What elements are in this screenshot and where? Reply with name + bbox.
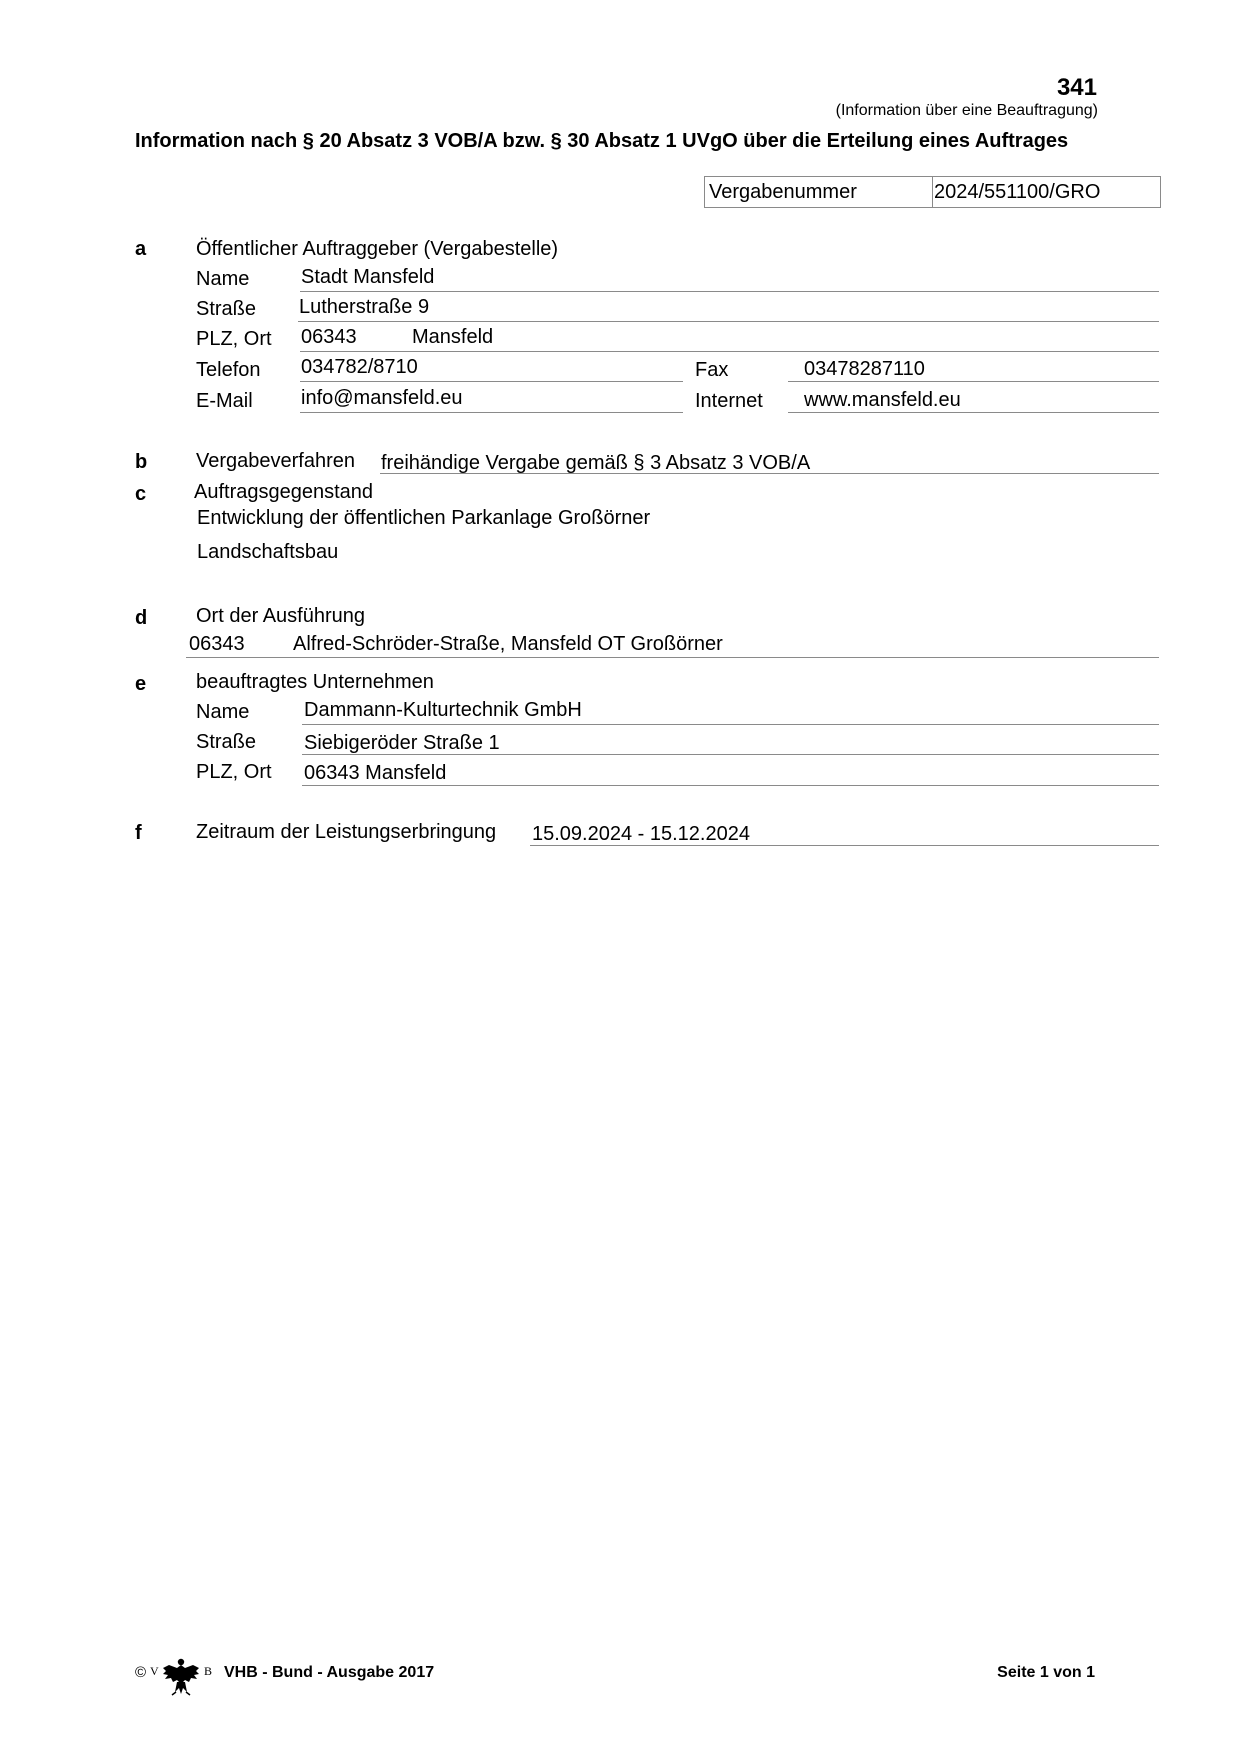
vergabe-divider bbox=[932, 176, 933, 208]
procedure-label: Vergabeverfahren bbox=[196, 450, 356, 472]
client-phone-label: Telefon bbox=[196, 359, 261, 381]
client-plz-underline bbox=[300, 351, 1159, 352]
section-a-heading: Öffentlicher Auftraggeber (Vergabestelle) bbox=[196, 238, 559, 260]
form-subtitle: (Information über eine Beauftragung) bbox=[835, 102, 1098, 119]
vergabe-label: Vergabenummer bbox=[709, 181, 857, 203]
contractor-street-underline bbox=[302, 754, 1159, 755]
client-phone-underline bbox=[300, 381, 683, 382]
subject-label: Auftragsgegenstand bbox=[194, 481, 374, 503]
document-title: Information nach § 20 Absatz 3 VOB/A bzw. § 30 Absatz 1 UVgO über die Erteilung eines Auftrages bbox=[135, 130, 1069, 152]
section-c-letter: c bbox=[135, 483, 147, 505]
section-e-letter: e bbox=[135, 673, 147, 695]
client-internet-underline bbox=[788, 412, 1159, 413]
logo-letter-right: B bbox=[204, 1664, 213, 1678]
section-b-letter: b bbox=[135, 451, 148, 473]
client-fax-underline bbox=[788, 381, 1159, 382]
location-underline bbox=[186, 657, 1159, 658]
period-underline bbox=[530, 845, 1159, 846]
vergabe-value[interactable]: 2024/551100/GRO bbox=[934, 181, 1101, 203]
client-name-value[interactable]: Stadt Mansfeld bbox=[301, 266, 435, 288]
client-internet-value[interactable]: www.mansfeld.eu bbox=[804, 389, 961, 411]
contractor-plz-underline bbox=[302, 785, 1159, 786]
client-name-underline bbox=[300, 291, 1159, 292]
subject-line-2[interactable]: Landschaftsbau bbox=[197, 541, 339, 563]
client-fax-label: Fax bbox=[695, 359, 729, 381]
contractor-plz-value[interactable]: 06343 Mansfeld bbox=[304, 762, 447, 784]
location-address[interactable]: Alfred-Schröder-Straße, Mansfeld OT Großörner bbox=[293, 633, 723, 655]
client-email-underline bbox=[300, 412, 683, 413]
client-plz-label: PLZ, Ort bbox=[196, 328, 272, 350]
client-internet-label: Internet bbox=[695, 390, 763, 412]
contractor-plz-label: PLZ, Ort bbox=[196, 761, 272, 783]
contractor-street-label: Straße bbox=[196, 731, 257, 753]
client-email-label: E-Mail bbox=[196, 390, 253, 412]
contractor-name-label: Name bbox=[196, 701, 250, 723]
contractor-name-value[interactable]: Dammann-Kulturtechnik GmbH bbox=[304, 699, 582, 721]
section-a-letter: a bbox=[135, 238, 147, 260]
client-email-value[interactable]: info@mansfeld.eu bbox=[301, 387, 463, 409]
client-name-label: Name bbox=[196, 268, 250, 290]
copyright-symbol: © bbox=[135, 1664, 147, 1681]
client-street-underline bbox=[298, 321, 1159, 322]
page-number: Seite 1 von 1 bbox=[997, 1664, 1095, 1681]
federal-eagle-icon bbox=[160, 1654, 202, 1696]
client-fax-value[interactable]: 03478287110 bbox=[804, 358, 925, 380]
edition-label: VHB - Bund - Ausgabe 2017 bbox=[224, 1664, 435, 1681]
logo-letter-left: V bbox=[150, 1664, 159, 1678]
client-phone-value[interactable]: 034782/8710 bbox=[301, 356, 418, 378]
period-value[interactable]: 15.09.2024 - 15.12.2024 bbox=[532, 823, 750, 845]
section-f-letter: f bbox=[135, 822, 142, 844]
contractor-name-underline bbox=[302, 724, 1159, 725]
contractor-street-value[interactable]: Siebigeröder Straße 1 bbox=[304, 732, 500, 754]
client-street-label: Straße bbox=[196, 298, 257, 320]
subject-line-1[interactable]: Entwicklung der öffentlichen Parkanlage Großörner bbox=[197, 507, 651, 529]
location-plz[interactable]: 06343 bbox=[189, 633, 245, 655]
section-d-letter: d bbox=[135, 607, 148, 629]
client-ort-value[interactable]: Mansfeld bbox=[412, 326, 494, 348]
location-label: Ort der Ausführung bbox=[196, 605, 365, 627]
procedure-underline bbox=[380, 473, 1159, 474]
client-plz-value[interactable]: 06343 bbox=[301, 326, 357, 348]
client-street-value[interactable]: Lutherstraße 9 bbox=[299, 296, 430, 318]
procedure-value[interactable]: freihändige Vergabe gemäß § 3 Absatz 3 VOB/A bbox=[381, 452, 811, 474]
contractor-label: beauftragtes Unternehmen bbox=[196, 671, 434, 693]
period-label: Zeitraum der Leistungserbringung bbox=[196, 821, 497, 843]
form-number: 341 bbox=[1056, 74, 1097, 101]
